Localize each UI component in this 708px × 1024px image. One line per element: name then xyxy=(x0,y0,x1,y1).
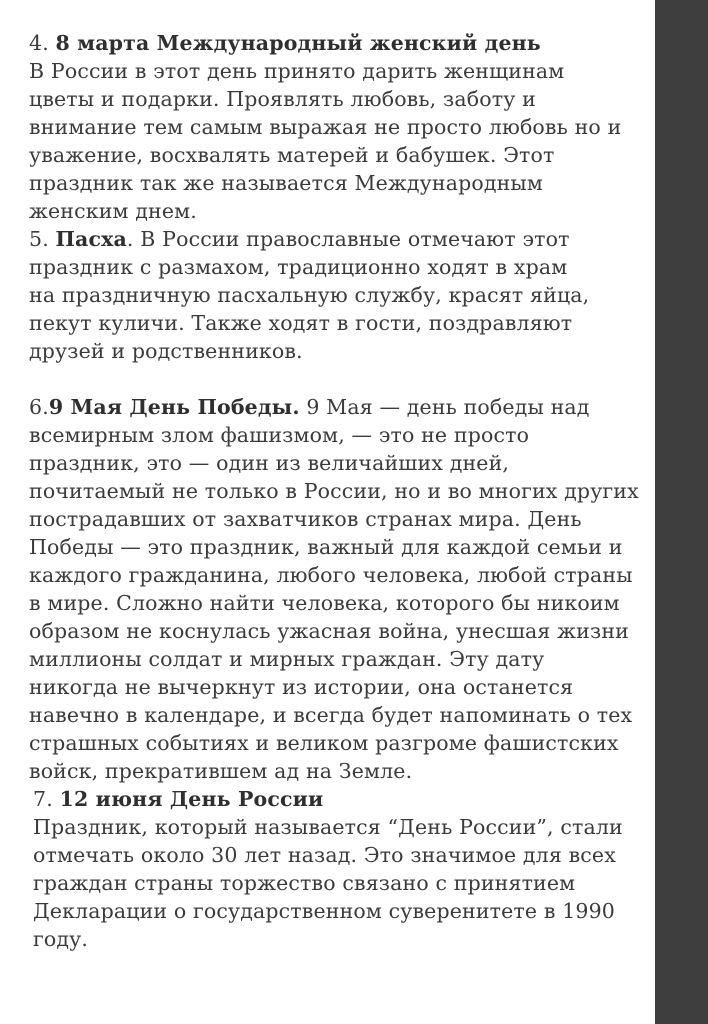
text-line: страшных событиях и великом разгроме фашистских xyxy=(29,731,619,755)
text-line: уважение, восхвалять матерей и бабушек. Этот xyxy=(29,143,555,167)
document-text xyxy=(29,29,655,953)
text-line: никогда не вычеркнут из истории, она останется xyxy=(29,675,574,699)
text-line: почитаемый не только в России, но и во многих других xyxy=(29,479,639,503)
section-easter xyxy=(29,225,655,365)
section-title: 12 июня День России xyxy=(59,787,324,811)
section-heading xyxy=(29,29,655,57)
text-line: в мире. Сложно найти человека, которого бы никоим xyxy=(29,591,620,615)
text-line: праздник с размахом, традиционно ходят в храм xyxy=(29,255,568,279)
text-line: каждого гражданина, любого человека, любой страны xyxy=(29,563,633,587)
text-line: В России в этот день принято дарить женщинам xyxy=(29,59,565,83)
text-line: всемирным злом фашизмом, — это не просто xyxy=(29,423,530,447)
text-line: друзей и родственников. xyxy=(29,339,303,363)
section-number: 5. xyxy=(29,227,49,251)
text-line: женским днем. xyxy=(29,199,197,223)
paragraph-gap xyxy=(29,365,655,393)
text-line: навечно в календаре, и всегда будет напоминать о тех xyxy=(29,703,633,727)
text-line: войск, прекратившем ад на Земле. xyxy=(29,759,413,783)
section-title: 8 марта Международный женский день xyxy=(55,31,541,55)
text-line: Победы — это праздник, важный для каждой семьи и xyxy=(29,535,623,559)
section-heading xyxy=(33,785,655,813)
section-title: Пасха xyxy=(55,227,127,251)
text-line: году. xyxy=(33,927,89,951)
section-russia-day xyxy=(29,785,655,953)
section-heading xyxy=(29,225,655,253)
right-dark-strip xyxy=(655,0,708,1024)
section-number: 4. xyxy=(29,31,49,55)
text-line: Праздник, который называется “День России”, стали xyxy=(33,815,623,839)
section-number: 6. xyxy=(29,395,49,419)
text-line: праздник, это — один из величайших дней, xyxy=(29,451,510,475)
section-title-tail: 9 Мая — день победы над xyxy=(299,395,590,419)
section-march-8 xyxy=(29,29,655,225)
section-heading xyxy=(29,393,655,421)
text-line: на праздничную пасхальную службу, красят яйца, xyxy=(29,283,590,307)
text-line: граждан страны торжество связано с принятием xyxy=(33,871,576,895)
text-line: образом не коснулась ужасная война, унесшая жизни xyxy=(29,619,629,643)
section-number: 7. xyxy=(33,787,53,811)
text-line: отмечать около 30 лет назад. Это значимое для всех xyxy=(33,843,616,867)
text-line: пострадавших от захватчиков странах мира. День xyxy=(29,507,582,531)
section-victory-day xyxy=(29,393,655,785)
text-line: внимание тем самым выражая не просто любовь но и xyxy=(29,115,622,139)
text-line: цветы и подарки. Проявлять любовь, заботу и xyxy=(29,87,536,111)
text-line: Декларации о государственном суверенитете в 1990 xyxy=(33,899,615,923)
section-title: 9 Мая День Победы. xyxy=(48,395,300,419)
text-line: пекут куличи. Также ходят в гости, поздравляют xyxy=(29,311,573,335)
section-title-tail: . В России православные отмечают этот xyxy=(126,227,570,251)
text-line: миллионы солдат и мирных граждан. Эту дату xyxy=(29,647,545,671)
text-line: праздник так же называется Международным xyxy=(29,171,543,195)
